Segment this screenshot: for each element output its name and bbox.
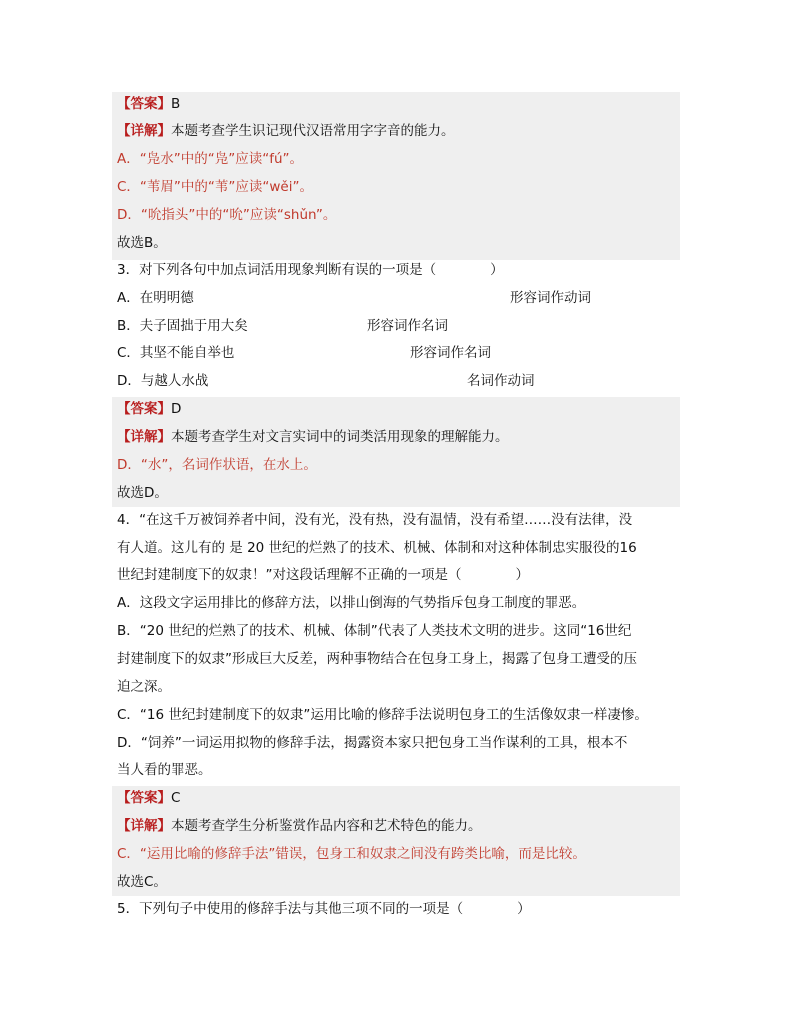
detail-text: 本题考查学生识记现代汉语常用字字音的能力。 — [171, 123, 455, 139]
answer-line-q2 — [117, 94, 180, 114]
detail-label: 【详解】 — [117, 429, 171, 445]
option-d-q4: 当人看的罪恶。 — [117, 762, 212, 778]
conclusion-line: 故选D。 — [117, 485, 168, 501]
detail-line-q2 — [117, 121, 455, 141]
answer-line-q4 — [117, 788, 180, 808]
conclusion-line: 故选B。 — [117, 235, 167, 251]
question-stem-q4: 世纪封建制度下的奴隶！”对这段话理解不正确的一项是（ ） — [117, 567, 529, 583]
detail-label: 【详解】 — [117, 818, 171, 834]
option-a-q3: A．在明明德 — [117, 290, 194, 306]
answer-label: 【答案】 — [117, 96, 171, 112]
question-stem-q5: 5．下列句子中使用的修辞手法与其他三项不同的一项是（ ） — [117, 901, 531, 917]
answer-value: C — [171, 790, 181, 806]
question-stem-q4: 4．“在这千万被饲养者中间，没有光，没有热，没有温情，没有希望……没有法律，没 — [117, 512, 633, 528]
option-d-q4: D．“饲养”一词运用拟物的修辞手法，揭露资本家只把包身工当作谋利的工具，根本不 — [117, 735, 628, 751]
detail-line-q4 — [117, 816, 482, 836]
answer-label: 【答案】 — [117, 790, 171, 806]
detail-text: 本题考查学生对文言实词中的词类活用现象的理解能力。 — [171, 429, 509, 445]
answer-label: 【答案】 — [117, 401, 171, 417]
option-a-note-q3: 形容词作动词 — [510, 290, 591, 306]
detail-label: 【详解】 — [117, 123, 171, 139]
option-c-note-q3: 形容词作名词 — [410, 345, 491, 361]
answer-line-q3 — [117, 399, 181, 419]
option-b-q4: 迫之深。 — [117, 679, 171, 695]
option-d-note-q3: 名词作动词 — [467, 373, 535, 389]
option-b-q4: B．“20 世纪的烂熟了的技术、机械、体制”代表了人类技术文明的进步。这同“16世纪 — [117, 623, 632, 639]
answer-block-q2 — [112, 92, 680, 260]
answer-block-q4 — [112, 786, 680, 896]
option-d-q3: D．与越人水战 — [117, 373, 209, 389]
option-b-q4: 封建制度下的奴隶”形成巨大反差，两种事物结合在包身工身上，揭露了包身工遭受的压 — [117, 651, 637, 667]
answer-value: D — [171, 401, 182, 417]
explanation-line: D．“吮指头”中的“吮”应读“shǔn”。 — [117, 207, 337, 223]
explanation-line: C．“苇眉”中的“苇”应读“wěi”。 — [117, 179, 313, 195]
conclusion-line: 故选C。 — [117, 874, 167, 890]
explanation-line: D．“水”，名词作状语，在水上。 — [117, 457, 317, 473]
detail-text: 本题考查学生分析鉴赏作品内容和艺术特色的能力。 — [171, 818, 482, 834]
answer-value: B — [171, 96, 181, 112]
question-stem-q4: 有人道。这儿有的 是 20 世纪的烂熟了的技术、机械、体制和对这种体制忠实服役的16 — [117, 540, 637, 556]
detail-line-q3 — [117, 427, 509, 447]
explanation-line: A．“凫水”中的“凫”应读“fú”。 — [117, 151, 304, 167]
option-c-q3: C．其坚不能自举也 — [117, 345, 235, 361]
option-c-q4: C．“16 世纪封建制度下的奴隶”运用比喻的修辞手法说明包身工的生活像奴隶一样凄惨。 — [117, 707, 648, 723]
answer-block-q3 — [112, 397, 680, 507]
option-a-q4: A．这段文字运用排比的修辞方法，以排山倒海的气势指斥包身工制度的罪恶。 — [117, 595, 586, 611]
option-b-q3: B．夫子固拙于用大矣 — [117, 318, 248, 334]
option-b-note-q3: 形容词作名词 — [367, 318, 448, 334]
question-stem-q3: 3．对下列各句中加点词活用现象判断有误的一项是（ ） — [117, 262, 504, 278]
explanation-line: C．“运用比喻的修辞手法”错误，包身工和奴隶之间没有跨类比喻，而是比较。 — [117, 846, 586, 862]
